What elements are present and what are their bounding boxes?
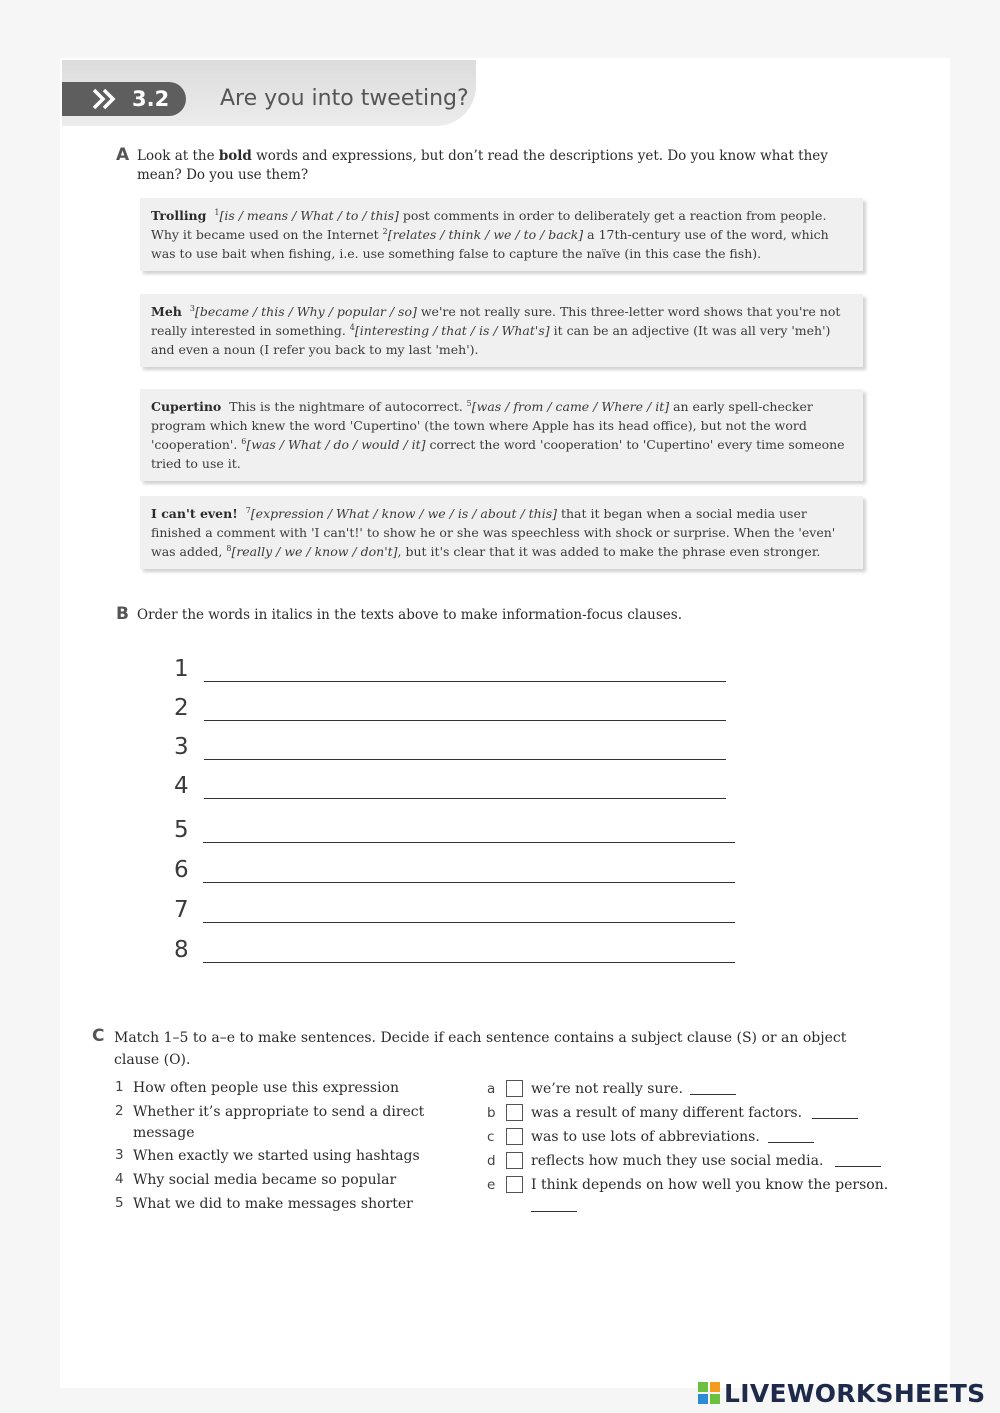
option-letter: e xyxy=(487,1177,496,1193)
text: 'cooperation'. xyxy=(151,437,242,452)
s-or-o-blank[interactable] xyxy=(531,1211,577,1212)
text-line xyxy=(151,225,853,244)
answer-number: 3 xyxy=(174,734,189,760)
option-text: was a result of many different factors. xyxy=(531,1105,803,1121)
liveworksheets-brand xyxy=(698,1378,985,1408)
text-box-cupertino xyxy=(140,389,863,481)
text: an early spell-checker xyxy=(669,399,813,414)
text: really interested in something. xyxy=(151,323,350,338)
answer-number: 7 xyxy=(174,897,189,923)
italic-words: [interesting / that / is / What's] xyxy=(354,323,550,338)
answer-checkbox[interactable] xyxy=(506,1080,523,1097)
section-c-letter: C xyxy=(92,1026,105,1046)
liveworksheets-logo-icon xyxy=(698,1382,720,1404)
superscript-number: 6 xyxy=(241,436,247,446)
answer-input-line[interactable] xyxy=(203,882,735,883)
item-number: 1 xyxy=(115,1079,124,1095)
term: Trolling xyxy=(151,208,207,223)
answer-row xyxy=(170,891,740,925)
text: that it began when a social media user xyxy=(557,506,807,521)
text-line xyxy=(151,302,853,321)
item-number: 5 xyxy=(115,1195,124,1211)
answer-checkbox[interactable] xyxy=(506,1104,523,1121)
answer-input-line[interactable] xyxy=(204,798,726,799)
option-text: we’re not really sure. xyxy=(531,1081,683,1097)
superscript-number: 2 xyxy=(382,226,388,236)
text-line xyxy=(151,504,853,523)
item-text: Whether it’s appropriate to send a direct xyxy=(133,1104,425,1120)
instruction-line: clause (O). xyxy=(114,1052,191,1068)
section-a-instruction xyxy=(137,147,837,185)
text-line xyxy=(151,542,853,561)
section-a-letter: A xyxy=(116,145,130,165)
instruction-text: Look at the xyxy=(137,148,219,164)
text-line xyxy=(151,435,853,454)
option-letter: c xyxy=(487,1129,495,1145)
italic-words: [became / this / Why / popular / so] xyxy=(194,304,417,319)
superscript-number: 5 xyxy=(466,398,472,408)
text: was added, xyxy=(151,544,227,559)
italic-words: [was / from / came / Where / it] xyxy=(471,399,670,414)
text: This is the nightmare of autocorrect. xyxy=(229,399,467,414)
answer-number: 4 xyxy=(174,773,189,799)
option-text: I think depends on how well you know the person. xyxy=(531,1177,889,1193)
double-chevron-icon xyxy=(90,84,120,114)
answer-number: 6 xyxy=(174,857,189,883)
superscript-number: 7 xyxy=(245,505,251,515)
superscript-number: 3 xyxy=(189,303,195,313)
text-line xyxy=(151,206,853,225)
answer-row xyxy=(170,650,730,684)
answer-input-line[interactable] xyxy=(203,962,735,963)
instruction-line: Match 1–5 to a–e to make sentences. Decide if each sentence contains a subject clause (S) or an object xyxy=(114,1030,847,1046)
answer-row xyxy=(170,811,740,845)
text: , but it's clear that it was added to make the phrase even stronger. xyxy=(397,544,821,559)
answer-row xyxy=(170,851,740,885)
text: it can be an adjective (It was all very 'meh') xyxy=(549,323,831,338)
option-text: reflects how much they use social media. xyxy=(531,1153,824,1169)
text-line xyxy=(151,397,853,416)
text-box-i-cant-even xyxy=(140,496,863,569)
answer-input-line[interactable] xyxy=(203,842,735,843)
page-title: Are you into tweeting? xyxy=(220,86,469,111)
text: Why it became used on the Internet xyxy=(151,227,383,242)
item-text: When exactly we started using hashtags xyxy=(133,1148,420,1164)
item-number: 2 xyxy=(115,1103,124,1119)
answer-input-line[interactable] xyxy=(204,681,726,682)
answer-input-line[interactable] xyxy=(204,720,726,721)
term: I can't even! xyxy=(151,506,238,521)
italic-words: [really / we / know / don't] xyxy=(231,544,398,559)
term: Cupertino xyxy=(151,399,222,414)
instruction-text: words and expressions, but don’t read the descriptions yet. Do you know what they xyxy=(251,148,828,164)
answer-row xyxy=(170,931,740,965)
section-b-instruction: Order the words in italics in the texts above to make information-focus clauses. xyxy=(137,607,682,623)
text-line: tried to use it. xyxy=(151,456,241,471)
answer-input-line[interactable] xyxy=(203,922,735,923)
text: post comments in order to deliberately get a reaction from people. xyxy=(398,208,827,223)
term: Meh xyxy=(151,304,182,319)
text-line: and even a noun (I refer you back to my last 'meh'). xyxy=(151,342,479,357)
item-text: Why social media became so popular xyxy=(133,1172,397,1188)
s-or-o-blank[interactable] xyxy=(690,1094,736,1095)
answer-number: 2 xyxy=(174,695,189,721)
answer-checkbox[interactable] xyxy=(506,1128,523,1145)
answer-row xyxy=(170,689,730,723)
text-box-meh xyxy=(140,294,863,367)
item-text: message xyxy=(133,1125,195,1141)
instruction-bold: bold xyxy=(218,148,252,164)
text-line: finished a comment with 'I can't!' to show he or she was speechless with shock or surprise. When the 'even' xyxy=(151,525,836,540)
brand-text: LIVEWORKSHEETS xyxy=(724,1378,986,1408)
italic-words: [relates / think / we / to / back] xyxy=(387,227,584,242)
text: a 17th-century use of the word, which xyxy=(583,227,829,242)
option-text: was to use lots of abbreviations. xyxy=(531,1129,760,1145)
italic-words: [was / What / do / would / it] xyxy=(246,437,426,452)
answer-row xyxy=(170,728,730,762)
item-text: How often people use this expression xyxy=(133,1080,400,1096)
answer-number: 1 xyxy=(174,656,189,682)
text: correct the word 'cooperation' to 'Cupertino' every time someone xyxy=(425,437,845,452)
text: we're not really sure. This three-letter word shows that you're not xyxy=(416,304,841,319)
answer-number: 5 xyxy=(174,817,189,843)
text-line: was to use bait when fishing, i.e. use something false to capture the naïve (in this case the fish). xyxy=(151,246,762,261)
option-letter: a xyxy=(487,1081,496,1097)
superscript-number: 4 xyxy=(349,322,355,332)
italic-words: [expression / What / know / we / is / about / this] xyxy=(250,506,557,521)
text-line xyxy=(151,321,853,340)
s-or-o-blank[interactable] xyxy=(812,1118,858,1119)
item-number: 4 xyxy=(115,1171,124,1187)
superscript-number: 8 xyxy=(226,543,232,553)
answer-number: 8 xyxy=(174,937,189,963)
italic-words: [is / means / What / to / this] xyxy=(219,208,399,223)
answer-checkbox[interactable] xyxy=(506,1152,523,1169)
option-letter: d xyxy=(487,1153,496,1169)
s-or-o-blank[interactable] xyxy=(835,1166,881,1167)
item-number: 3 xyxy=(115,1147,124,1163)
superscript-number: 1 xyxy=(214,207,220,217)
s-or-o-blank[interactable] xyxy=(768,1142,814,1143)
item-text: What we did to make messages shorter xyxy=(133,1196,413,1212)
text-line: program which knew the word 'Cupertino' (the town where Apple has its head office), but not the word xyxy=(151,418,807,433)
answer-input-line[interactable] xyxy=(204,759,726,760)
section-number: 3.2 xyxy=(132,87,170,111)
answer-row xyxy=(170,767,730,801)
option-letter: b xyxy=(487,1105,496,1121)
text-box-trolling xyxy=(140,198,863,271)
answer-checkbox[interactable] xyxy=(506,1176,523,1193)
section-b-letter: B xyxy=(116,604,129,624)
instruction-text: mean? Do you use them? xyxy=(137,167,309,183)
section-c-instruction xyxy=(114,1027,894,1071)
